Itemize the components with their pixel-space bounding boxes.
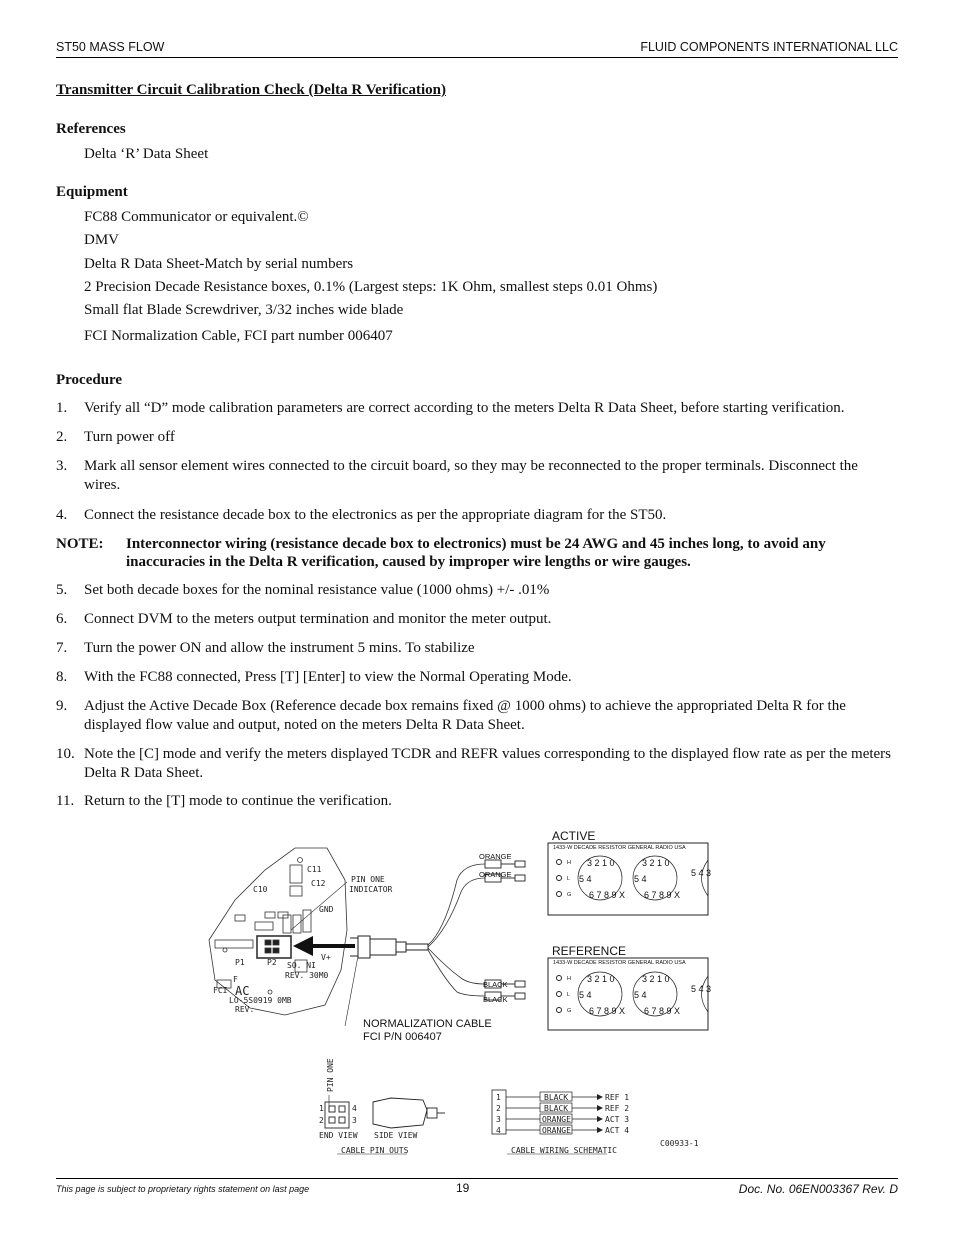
board-label-p1: P1 [235,958,245,967]
step-text: With the FC88 connected, Press [T] [Enter] to view the Normal Operating Mode. [84,669,572,685]
step-text: Verify all “D” mode calibration parameters are correct according to the meters Delta R Data Sheet, before starting verification. [84,400,845,416]
wiring-diagram [195,820,735,1165]
wire-label-black: BLACK [483,995,508,1004]
step-number: 3. [56,458,68,474]
step-number: 6. [56,611,68,627]
cable-leader [345,956,358,1026]
step-text: Adjust the Active Decade Box (Reference decade box remains fixed @ 1000 ohms) to achieve the appropriated Delta R for the displayed flow value and output, noted on the meters Delta R Data Sheet. [84,698,846,733]
schematic-caption: CABLE WIRING SCHEMATIC [511,1146,617,1155]
svg-text:3 2 1 0: 3 2 1 0 [587,858,615,868]
end-view-connector [325,1102,349,1128]
pin-number: 2 [319,1116,324,1125]
step-text: Turn power off [84,429,175,445]
terminal-l: L [567,876,571,882]
document-number: Doc. No. 06EN003367 Rev. D [738,1182,898,1196]
step-text: Note the [C] mode and verify the meters displayed TCDR and REFR values corresponding to the displayed flow rate as per the meters Delta R Data Sheet. [84,746,892,781]
drawing-number: C00933-1 [660,1139,699,1148]
pin-number: 3 [352,1116,357,1125]
pin-number: 4 [352,1104,357,1113]
equipment-item: DMV [84,232,120,248]
reference-item: Delta ‘R’ Data Sheet [84,146,209,162]
page-footer [56,1178,898,1201]
step-number: 1. [56,400,68,416]
page-number: 19 [456,1181,470,1195]
schematic-wire-color: BLACK [544,1104,569,1113]
schematic-pin: 3 [496,1115,501,1124]
wire-label-orange: ORANGE [479,852,512,861]
schematic-destination: ACT 4 [605,1126,630,1135]
svg-text:5 4 3: 5 4 3 [691,868,712,878]
header-company: FLUID COMPONENTS INTERNATIONAL LLC [640,40,898,54]
step-text: Turn the power ON and allow the instrument 5 mins. To stabilize [84,640,475,656]
page-header [56,39,898,58]
note-text: Interconnector wiring (resistance decade box to electronics) must be 24 AWG and 45 inches long, to avoid any inaccuracies in the Delta R verification, caused by improper wire lengths or wire gauges. [126,536,826,570]
svg-text:3 2 1 0: 3 2 1 0 [587,974,615,984]
step-text: Connect the resistance decade box to the electronics as per the appropriate diagram for the ST50. [84,507,667,523]
terminal-h: H [567,860,571,866]
active-decade-box [548,843,711,915]
section-title: Transmitter Circuit Calibration Check (Delta R Verification) [56,82,446,98]
board-label-c11: C11 [307,865,322,874]
active-label: ACTIVE [552,829,596,843]
decade-box-caption: 1433-W DECADE RESISTOR GENERAL RADIO USA [553,845,686,851]
step-number: 2. [56,429,68,445]
equipment-item: FC88 Communicator or equivalent.© [84,209,309,225]
normalization-cable-connector [350,936,428,958]
side-view-connector [373,1098,445,1128]
pinouts-caption: CABLE PIN OUTS [341,1146,409,1155]
svg-text:6 7 8 9 X: 6 7 8 9 X [644,1006,681,1016]
pin-number: 1 [319,1104,324,1113]
schematic-row [496,1114,629,1124]
svg-text:6 7 8 9 X: 6 7 8 9 X [644,890,681,900]
svg-text:5 4: 5 4 [579,874,592,884]
header-product: ST50 MASS FLOW [56,40,165,54]
schematic-wire-color: ORANGE [542,1126,571,1135]
decade-box-caption: 1433-W DECADE RESISTOR GENERAL RADIO USA [553,960,686,966]
board-label-rev-b: SO. NI [287,961,316,970]
procedure-heading: Procedure [56,372,123,388]
schematic-pin: 4 [496,1126,501,1135]
circuit-board [209,848,347,1015]
cable-label: NORMALIZATION CABLE [363,1018,492,1030]
footer-proprietary-notice: This page is subject to proprietary rights statement on last page [56,1184,310,1194]
references-heading: References [56,121,126,137]
schematic-row [496,1103,629,1113]
cable-wires [428,864,485,996]
note-label: NOTE: [56,536,104,552]
pin-one-indicator-label-2: INDICATOR [349,885,393,894]
pin-one-label: PIN ONE [326,1058,335,1092]
schematic-row [496,1125,629,1135]
schematic-pin: 2 [496,1104,501,1113]
cable-part-number: FCI P/N 006407 [363,1031,442,1043]
equipment-heading: Equipment [56,184,128,200]
step-text: Connect DVM to the meters output termination and monitor the meter output. [84,611,552,627]
schematic-wire-color: ORANGE [542,1115,571,1124]
step-number: 7. [56,640,68,656]
board-label-rev-c: LO-5S0919 0MB [229,996,292,1005]
pin-one-indicator-label: PIN ONE [351,875,385,884]
terminal-h: H [567,976,571,982]
step-number: 10. [56,746,75,762]
end-view-label: END VIEW [319,1131,358,1140]
board-label-rev-a: REV. 30M0 [285,971,329,980]
board-label-ac: AC [235,984,250,998]
schematic-destination: REF 2 [605,1104,630,1113]
step-text: Set both decade boxes for the nominal resistance value (1000 ohms) +/- .01% [84,582,550,598]
cable-wiring-schematic [492,1090,629,1135]
schematic-row [496,1092,629,1102]
reference-decade-box [548,958,711,1030]
side-view-label: SIDE VIEW [374,1131,418,1140]
equipment-item: 2 Precision Decade Resistance boxes, 0.1% (Largest steps: 1K Ohm, smallest steps 0.01 Ohms) [84,279,658,295]
wire-label-orange: ORANGE [479,870,512,879]
board-label-c12: C12 [311,879,326,888]
svg-text:5 4: 5 4 [634,874,647,884]
step-number: 4. [56,507,68,523]
board-label-vplus: V+ [321,953,331,962]
terminal-g: G [567,892,572,898]
schematic-pin: 1 [496,1093,501,1102]
board-label-p2: P2 [267,958,277,967]
equipment-item: FCI Normalization Cable, FCI part number 006407 [84,328,393,344]
schematic-wire-color: BLACK [544,1093,569,1102]
svg-text:5 4 3: 5 4 3 [691,984,712,994]
board-label-gnd: GND [319,905,334,914]
wire-label-black: BLACK [483,980,508,989]
equipment-item: Delta R Data Sheet-Match by serial numbers [84,256,354,272]
terminal-g: G [567,1008,572,1014]
board-label-fci: FCI [213,986,228,995]
step-number: 9. [56,698,68,714]
svg-text:3 2 1 0: 3 2 1 0 [642,974,670,984]
board-label-c10: C10 [253,885,268,894]
svg-text:5 4: 5 4 [634,990,647,1000]
schematic-destination: ACT 3 [605,1115,630,1124]
pin-one-leader [291,882,347,930]
equipment-item: Small flat Blade Screwdriver, 3/32 inches wide blade [84,302,404,318]
svg-text:3 2 1 0: 3 2 1 0 [642,858,670,868]
step-number: 8. [56,669,68,685]
banana-plugs [485,860,525,1000]
svg-text:6 7 8 9 X: 6 7 8 9 X [589,890,626,900]
reference-label: REFERENCE [552,944,627,958]
board-label-rev-d: REV. [235,1005,255,1014]
step-number: 11. [56,793,75,809]
step-number: 5. [56,582,68,598]
svg-text:6 7 8 9 X: 6 7 8 9 X [589,1006,626,1016]
step-text: Mark all sensor element wires connected to the circuit board, so they may be reconnected to the proper terminals. Disconnect the wires. [84,458,858,493]
svg-text:5 4: 5 4 [579,990,592,1000]
terminal-l: L [567,992,571,998]
schematic-destination: REF 1 [605,1093,630,1102]
step-text: Return to the [T] mode to continue the verification. [84,793,392,809]
board-label-f: F [233,975,238,984]
